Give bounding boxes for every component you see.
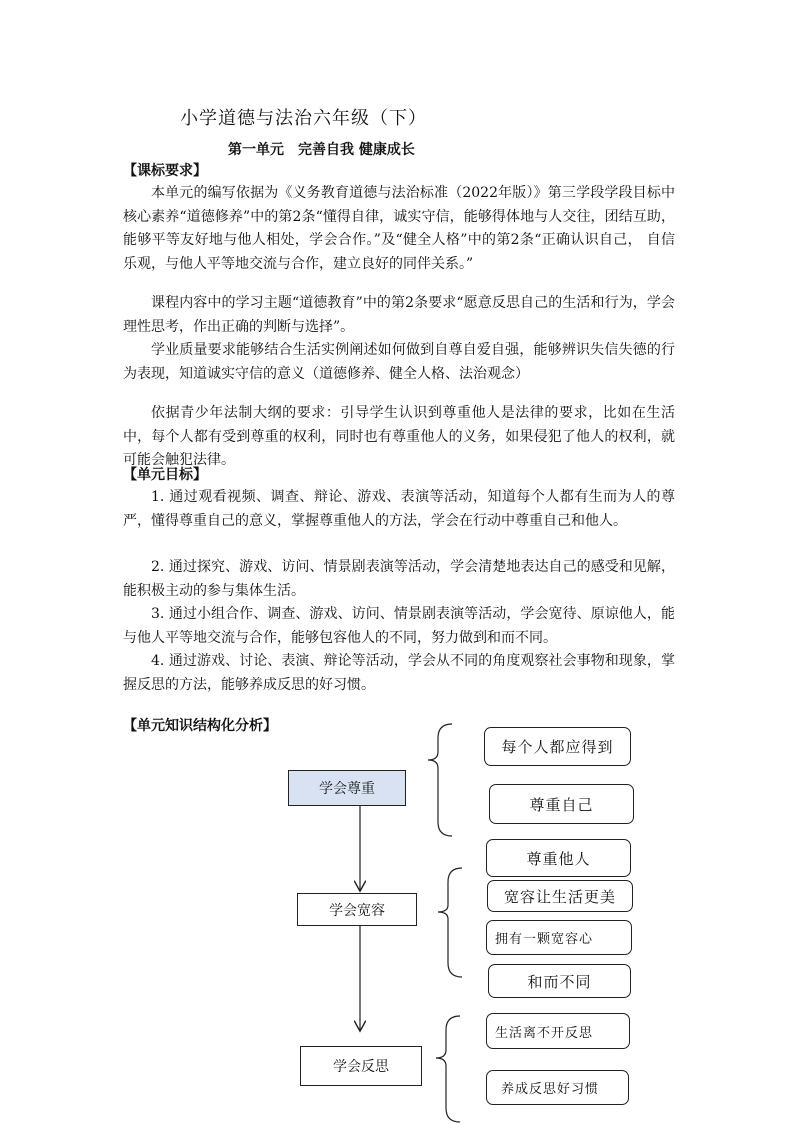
leaf-respect-others: 尊重他人 bbox=[486, 839, 631, 877]
curriculum-paragraph: 课程内容中的学习主题“道德教育”中的第2条要求“愿意反思自己的生活和行为，学会理性思考，作出正确的判断与选择”。 bbox=[123, 295, 675, 335]
leaf-tolerance-beautifies: 宽容让生活更美 bbox=[487, 880, 633, 912]
unit-subtitle: 第一单元 完善自我 健康成长 bbox=[228, 142, 415, 158]
leaf-respect-self: 尊重自己 bbox=[489, 784, 634, 824]
goal-item: 4. 通过游戏、讨论、表演、辩论等活动，学会从不同的角度观察社会事物和现象，掌握反思的方法，能够养成反思的好习惯。 bbox=[123, 653, 675, 693]
curriculum-heading: 【课标要求】 bbox=[123, 163, 207, 179]
brace-reflection bbox=[436, 1016, 460, 1122]
goal-item: 1. 通过观看视频、调查、辩论、游戏、表演等活动，知道每个人都有生而为人的尊严，懂得尊重自己的意义，掌握尊重他人的方法，学会在行动中尊重自己和他人。 bbox=[123, 489, 675, 529]
curriculum-paragraph: 学业质量要求能够结合生活实例阐述如何做到自尊自爱自强，能够辨识失信失德的行为表现，知道诚实守信的意义（道德修养、健全人格、法治观念） bbox=[123, 342, 675, 382]
node-learn-reflection: 学会反思 bbox=[300, 1046, 422, 1086]
leaf-reflection-habit: 养成反思好习惯 bbox=[486, 1070, 629, 1105]
document-title: 小学道德与法治六年级（下） bbox=[180, 108, 427, 129]
brace-respect bbox=[428, 724, 452, 836]
leaf-everyone-deserves-respect: 每个人都应得到 bbox=[484, 727, 631, 766]
goal-item: 2. 通过探究、游戏、访问、情景剧表演等活动，学会清楚地表达自己的感受和见解，能积极主动的参与集体生活。 bbox=[123, 559, 675, 599]
leaf-tolerant-heart: 拥有一颗宽容心 bbox=[486, 920, 632, 955]
curriculum-paragraph: 依据青少年法制大纲的要求：引导学生认识到尊重他人是法律的要求，比如在生活中，每个人都有受到尊重的权利，同时也有尊重他人的义务，如果侵犯了他人的权利，就可能会触犯法律。 bbox=[123, 405, 675, 468]
brace-tolerance bbox=[438, 868, 462, 977]
curriculum-paragraph: 本单元的编写依据为《义务教育道德与法治标准（2022年版）》第三学段学段目标中核心素养“道德修养”中的第2条“懂得自律，诚实守信，能够得体地与人交往，团结互助，能够平等友好地与他人相处，学会合作。”及“健全人格”中的第2条“正确认识自己， 自信乐观，与他人平等地交流与合作，建立良好的同伴关系。” bbox=[123, 185, 675, 272]
node-learn-tolerance: 学会宽容 bbox=[297, 893, 417, 926]
goals-heading: 【单元目标】 bbox=[123, 467, 207, 483]
goal-item: 3. 通过小组合作、调查、游戏、访问、情景剧表演等活动，学会宽待、原谅他人，能与他人平等地交流与合作，能够包容他人的不同，努力做到和而不同。 bbox=[123, 606, 675, 646]
leaf-life-needs-reflection: 生活离不开反思 bbox=[486, 1013, 630, 1049]
analysis-heading: 【单元知识结构化分析】 bbox=[123, 718, 277, 734]
node-learn-respect: 学会尊重 bbox=[288, 770, 406, 806]
leaf-harmony-in-difference: 和而不同 bbox=[488, 964, 631, 998]
